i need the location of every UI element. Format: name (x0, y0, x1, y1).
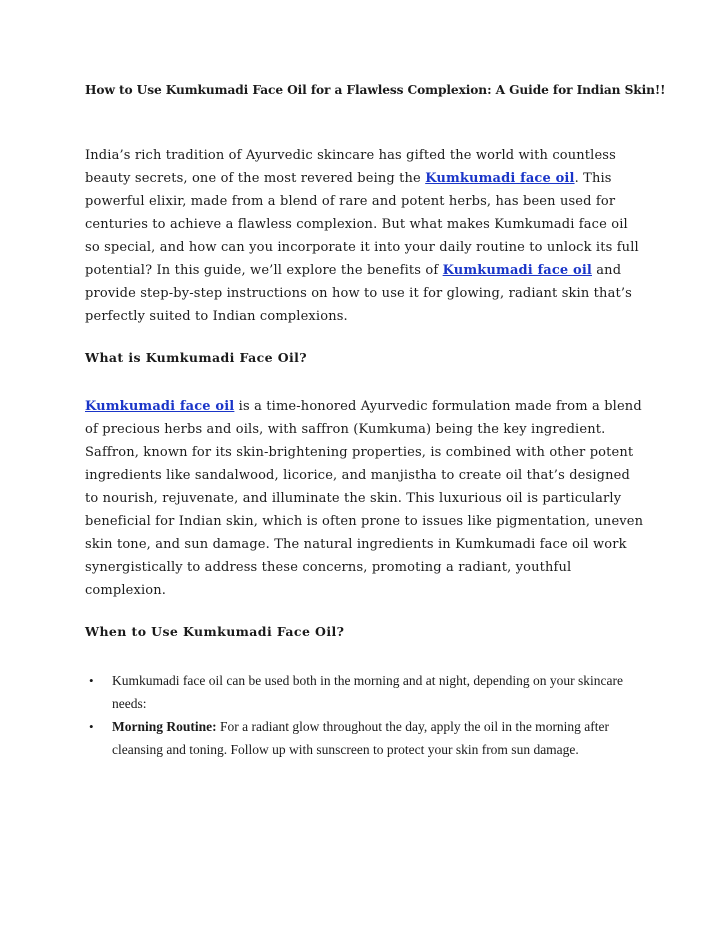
list-item-text: Kumkumadi face oil can be used both in the morning and at night, depending on your skincare needs: (112, 673, 623, 711)
list-item-text: For a radiant glow throughout the day, apply the oil in the morning after cleansing and toning. Follow up with sunscreen to protect your skin from sun damage. (112, 719, 610, 757)
heading-what-is: What is Kumkumadi Face Oil? (85, 350, 308, 365)
list-item-bold-label: Morning Routine: (112, 719, 217, 734)
list-item (85, 715, 645, 761)
bullet-icon: • (89, 719, 94, 734)
intro-text-end: and provide step-by-step instructions on how to use it for glowing, radiant skin that’s perfectly suited to Indian complexions. (85, 263, 632, 324)
intro-text-start: India’s rich tradition of Ayurvedic skincare has gifted the world with countless beauty secrets, one of the most revered being the (85, 148, 616, 186)
document-title: How to Use Kumkumadi Face Oil for a Flawless Complexion: A Guide for Indian Skin!! (85, 83, 666, 97)
kumkumadi-face-oil-link-3[interactable]: Kumkumadi face oil (85, 399, 235, 414)
kumkumadi-face-oil-link-2[interactable]: Kumkumadi face oil (442, 263, 592, 278)
intro-paragraph (85, 144, 645, 328)
list-item (85, 669, 645, 715)
what-is-paragraph (85, 395, 645, 602)
bullet-icon: • (89, 673, 94, 688)
when-to-use-list (85, 669, 645, 761)
heading-when-to-use: When to Use Kumkumadi Face Oil? (85, 624, 345, 639)
kumkumadi-face-oil-link-1[interactable]: Kumkumadi face oil (425, 171, 575, 186)
what-is-text: is a time-honored Ayurvedic formulation made from a blend of precious herbs and oils, with saffron (Kumkuma) being the key ingredient. Saffron, known for its skin-brightening properties, is combined with other potent ingredients like sandalwood, licorice, and manjistha to create oil that’s designed to nourish, rejuvenate, and illuminate the skin. This luxurious oil is particularly beneficial for Indian skin, which is often prone to issues like pigmentation, uneven skin tone, and sun damage. The natural ingredients in Kumkumadi face oil work synergistically to address these concerns, promoting a radiant, youthful complexion. (85, 399, 644, 598)
intro-text-middle: . This powerful elixir, made from a blend of rare and potent herbs, has been used for centuries to achieve a flawless complexion. But what makes Kumkumadi face oil so special, and how can you incorporate it into your daily routine to unlock its full potential? In this guide, we’ll explore the benefits of (85, 171, 639, 278)
